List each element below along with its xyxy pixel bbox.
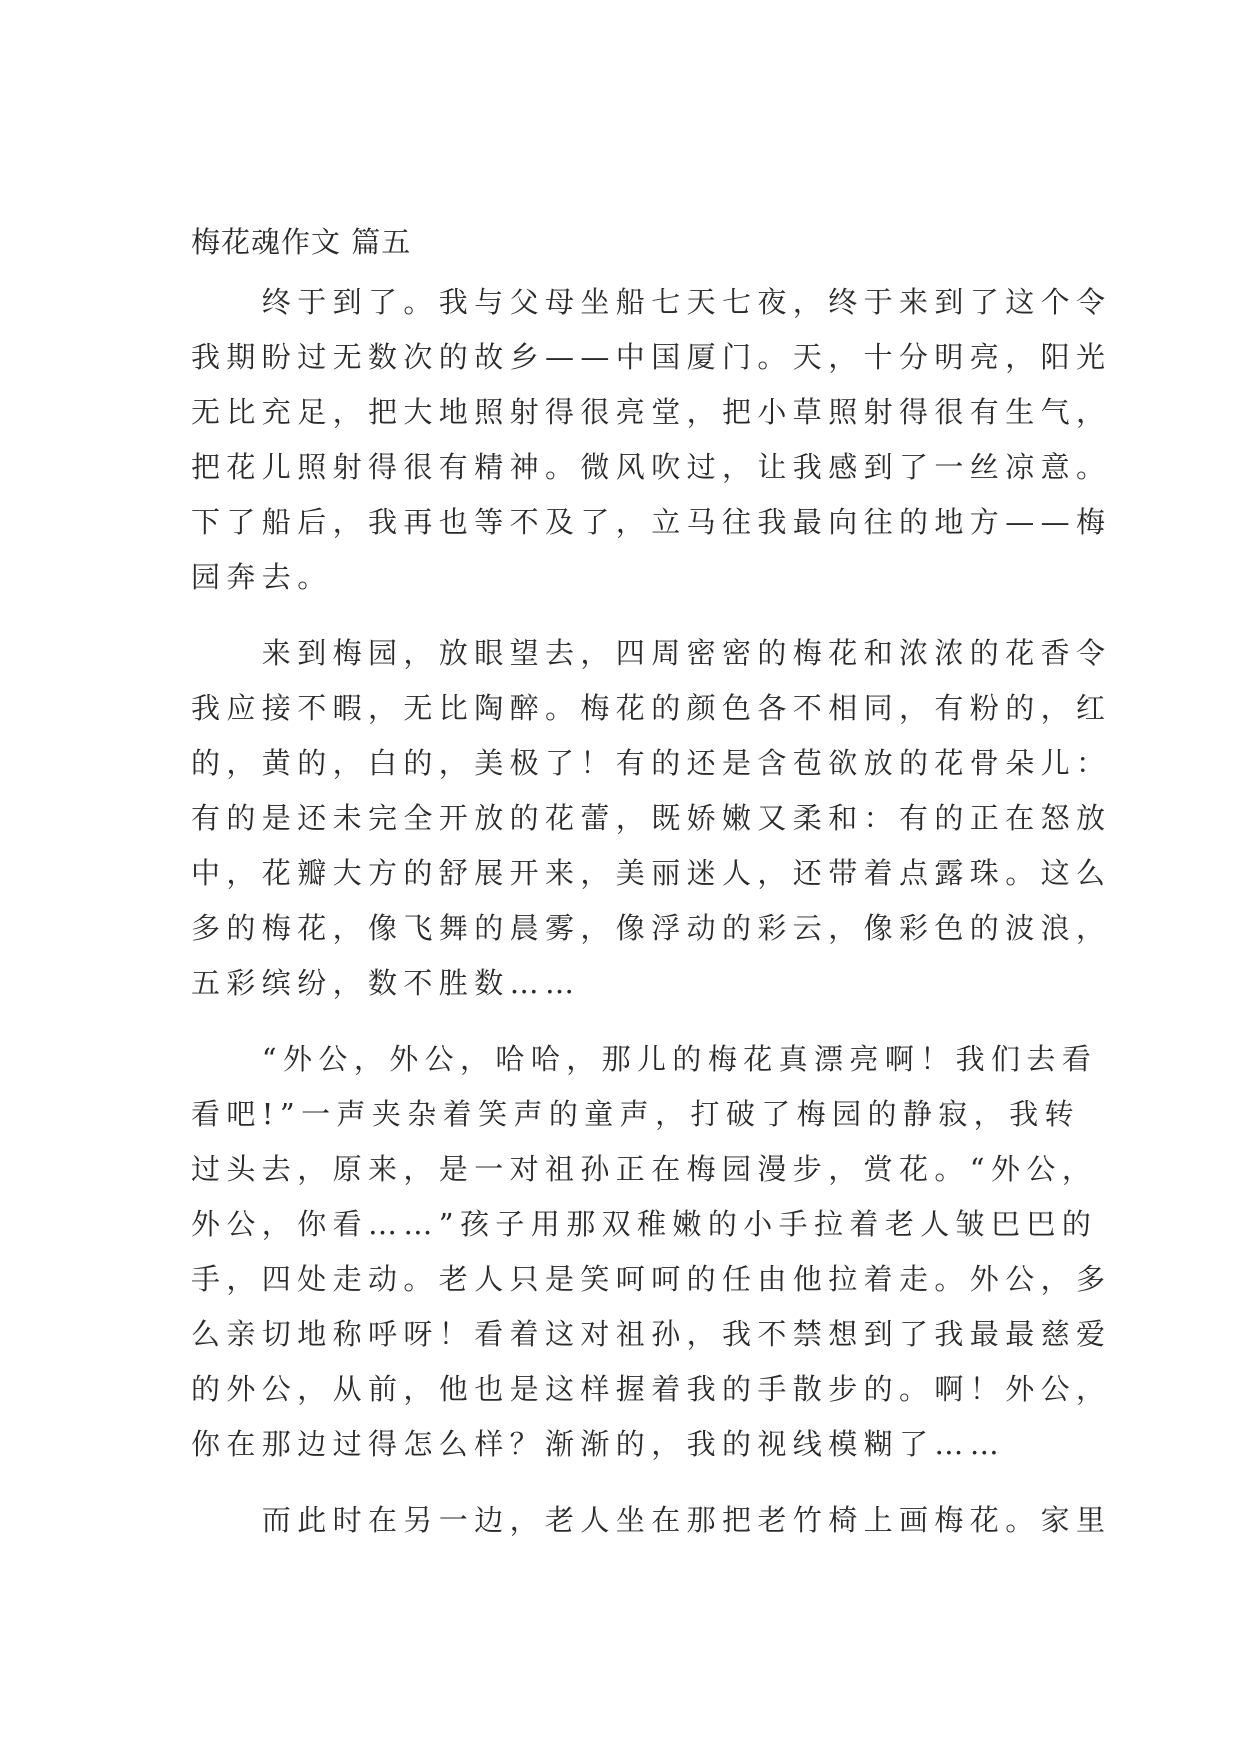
text-line: 终于到了。我与父母坐船七天七夜，终于来到了这个令 [191, 285, 1112, 319]
text-line: 的外公，从前，他也是这样握着我的手散步的。啊！外公， [191, 1372, 1112, 1406]
text-line: 五彩缤纷，数不胜数…… [191, 966, 581, 1000]
text-line: 看吧!”一声夹杂着笑声的童声，打破了梅园的静寂，我转 [191, 1097, 1080, 1131]
text-line: 过头去，原来，是一对祖孙正在梅园漫步，赏花。“外公， [191, 1152, 1098, 1186]
text-line: “外公，外公，哈哈，那儿的梅花真漂亮啊！我们去看 [191, 1042, 1098, 1076]
document-title: 梅花魂作文 篇五 [191, 225, 412, 259]
text-line: 多的梅花，像飞舞的晨雾，像浮动的彩云，像彩色的波浪， [191, 911, 1112, 945]
text-line: 下了船后，我再也等不及了，立马往我最向往的地方——梅 [191, 505, 1112, 539]
text-line: 外公，你看……”孩子用那双稚嫩的小手拉着老人皱巴巴的 [191, 1207, 1098, 1241]
text-line: 我应接不暇，无比陶醉。梅花的颜色各不相同，有粉的，红 [191, 691, 1112, 725]
text-line: 无比充足，把大地照射得很亮堂，把小草照射得很有生气， [191, 395, 1112, 429]
text-line: 园奔去。 [191, 560, 333, 594]
text-line: 么亲切地称呼呀！看着这对祖孙，我不禁想到了我最最慈爱 [191, 1317, 1112, 1351]
text-line: 而此时在另一边，老人坐在那把老竹椅上画梅花。家里 [191, 1503, 1112, 1537]
text-line: 中，花瓣大方的舒展开来，美丽迷人，还带着点露珠。这么 [191, 856, 1112, 890]
text-line: 你在那边过得怎么样？渐渐的，我的视线模糊了…… [191, 1427, 1006, 1461]
text-line: 我期盼过无数次的故乡——中国厦门。天，十分明亮，阳光 [191, 340, 1112, 374]
text-line: 手，四处走动。老人只是笑呵呵的任由他拉着走。外公，多 [191, 1262, 1112, 1296]
text-line: 来到梅园，放眼望去，四周密密的梅花和浓浓的花香令 [191, 636, 1112, 670]
text-line: 的，黄的，白的，美极了！有的还是含苞欲放的花骨朵儿： [191, 746, 1112, 780]
text-line: 有的是还未完全开放的花蕾，既娇嫩又柔和：有的正在怒放 [191, 801, 1112, 835]
text-line: 把花儿照射得很有精神。微风吹过，让我感到了一丝凉意。 [191, 450, 1112, 484]
